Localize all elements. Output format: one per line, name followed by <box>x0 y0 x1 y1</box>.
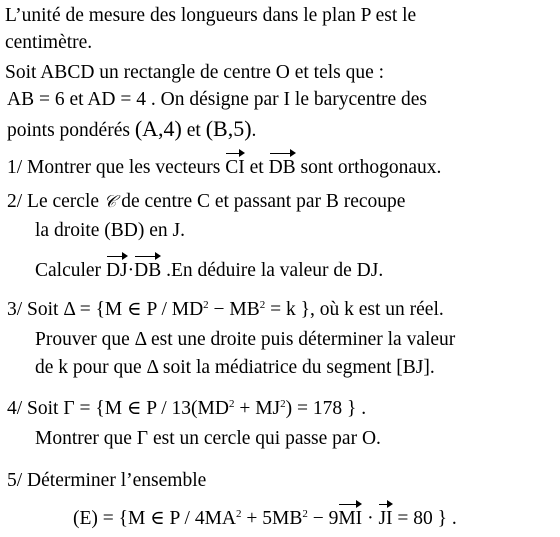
question-4-sup-2: 2 <box>280 398 286 410</box>
vector-mi: MI <box>338 508 363 529</box>
question-2-line-2: la droite (BD) en J. <box>35 220 186 241</box>
question-2-deduce-text: .En déduire la valeur de DJ. <box>166 260 384 281</box>
vector-ji: JI <box>378 508 393 529</box>
question-3-sup-1: 2 <box>203 299 209 311</box>
question-5-sup-1: 2 <box>236 508 242 520</box>
vector-db: DB <box>268 157 296 178</box>
question-4-sup-1: 2 <box>228 398 235 410</box>
question-5-number: 5/ <box>7 470 23 491</box>
question-1-text-b: et <box>249 157 264 178</box>
question-3-set-a: Soit Δ = {M ∈ P / MD <box>27 299 204 320</box>
question-2-calc-text: Calculer <box>35 260 102 281</box>
question-5-set-a: (E) = {M ∈ P / 4MA <box>73 508 236 529</box>
question-5-sup-2: 2 <box>302 508 308 520</box>
question-3-line-2: Prouver que Δ est une droite puis déterminer la valeur <box>35 329 456 350</box>
question-2-number: 2/ <box>7 191 23 212</box>
question-4-number: 4/ <box>7 398 23 419</box>
vector-ci: CI <box>225 157 245 178</box>
question-3-line-3: de k pour que Δ soit la médiatrice du segment [BJ]. <box>35 357 435 378</box>
question-4-set-a: Soit Γ = {M ∈ P / 13(MD <box>27 398 229 419</box>
vector-db-2: DB <box>134 260 162 281</box>
intro-line-5-text: points pondérés <box>7 120 130 141</box>
question-2-text-a: Le cercle <box>27 191 100 212</box>
question-5-line-1 <box>7 470 206 492</box>
question-3-sup-2: 2 <box>259 299 266 311</box>
question-5-dot: · <box>362 508 379 529</box>
question-5-set-b: + 5MB <box>241 508 303 529</box>
question-3-set-b: − MB <box>208 299 260 320</box>
intro-line-5-and: et <box>186 120 201 141</box>
intro-line-2: centimètre. <box>5 32 93 53</box>
question-5-set-d: = 80 } . <box>392 508 457 529</box>
question-5-text: Déterminer l’ensemble <box>27 470 207 491</box>
intro-line-5 <box>7 118 256 142</box>
question-5-set-c: − 9 <box>307 508 339 529</box>
question-2-line-1 <box>7 191 405 213</box>
intro-line-3: Soit ABCD un rectangle de centre O et tels que : <box>5 62 385 83</box>
intro-line-1: L’unité de mesure des longueurs dans le plan P est le <box>5 5 417 26</box>
intro-line-4: AB = 6 et AD = 4 . On désigne par I le barycentre des <box>7 89 428 110</box>
dot-product-symbol: · <box>127 260 135 281</box>
vector-dj: DJ <box>105 260 128 281</box>
question-1-number: 1/ <box>7 157 23 178</box>
question-4-set-c: ) = 178 } . <box>285 398 367 419</box>
question-3-number: 3/ <box>7 299 23 320</box>
circle-symbol: 𝒞 <box>103 192 117 212</box>
question-1-text-a: Montrer que les vecteurs <box>27 157 221 178</box>
question-4-set-b: + MJ <box>234 398 281 419</box>
question-4-line-1 <box>7 398 366 420</box>
question-3-line-1 <box>7 299 444 321</box>
question-2-text-b: de centre C et passant par B recoupe <box>121 191 406 212</box>
question-1-text-c: sont orthogonaux. <box>300 157 442 178</box>
weighted-point-b: (B,5) <box>205 116 252 141</box>
question-2-line-3 <box>35 258 383 282</box>
question-4-line-2: Montrer que Γ est un cercle qui passe par O. <box>35 428 381 449</box>
question-1 <box>7 155 441 179</box>
question-3-set-c: = k }, où k est un réel. <box>265 299 444 320</box>
question-5-line-2 <box>73 506 457 530</box>
intro-line-5-period: . <box>251 120 257 141</box>
weighted-point-a: (A,4) <box>134 116 182 141</box>
